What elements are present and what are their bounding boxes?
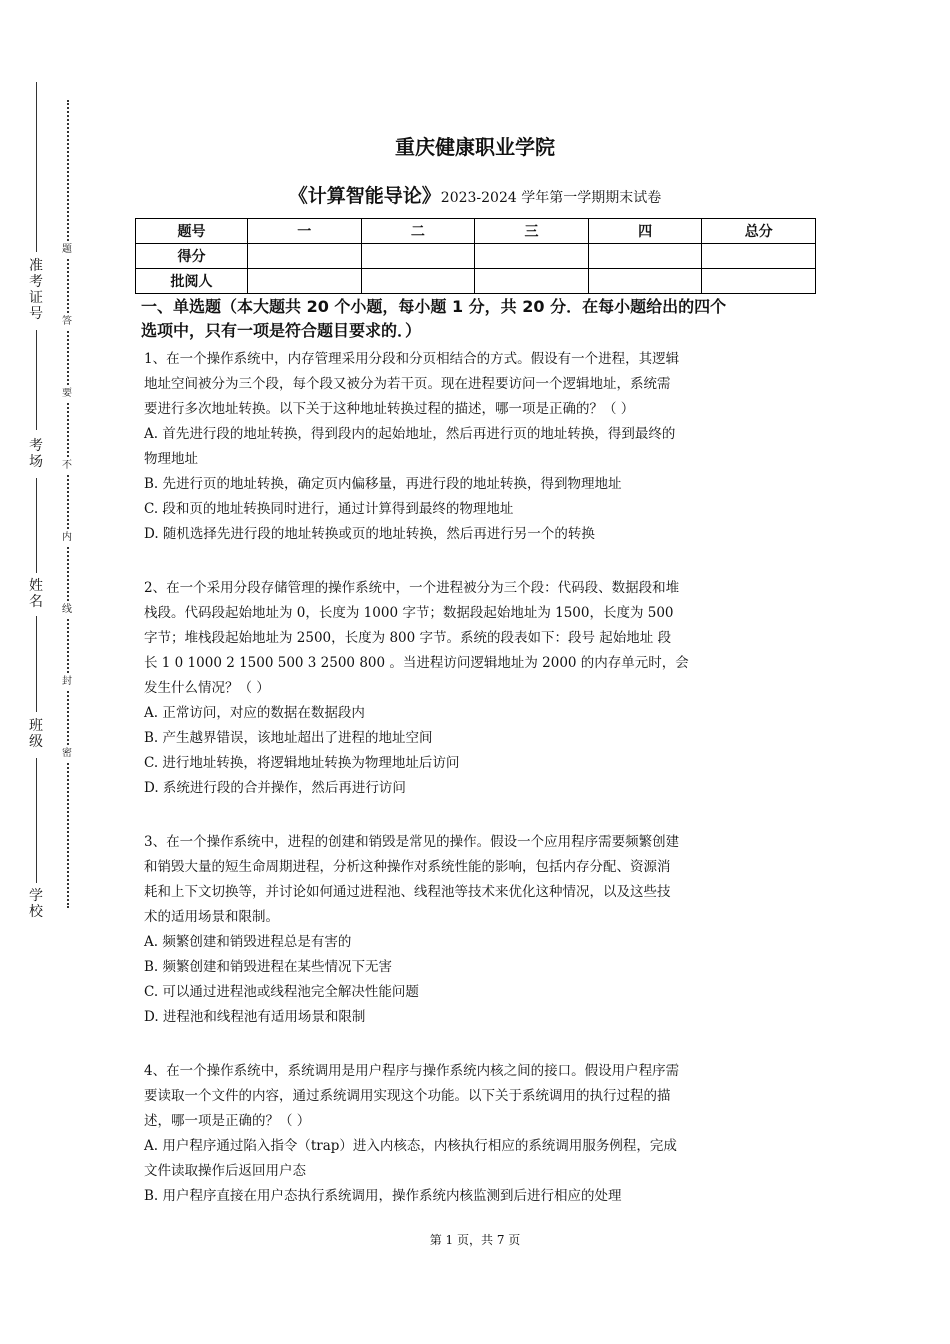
- seal-char: 内: [62, 532, 72, 543]
- option-a-cont[interactable]: 文件读取操作后返回用户态: [144, 1163, 306, 1179]
- question-stem-line: 发生什么情况？（ ）: [144, 680, 270, 696]
- score-header-cell: 一: [248, 219, 362, 244]
- exam-content: [141, 295, 814, 1209]
- seal-char: 密: [62, 748, 72, 759]
- question-3: [144, 830, 814, 1030]
- question-stem-line: 2、在一个采用分段存储管理的操作系统中，一个进程被分为三个段：代码段、数据段和堆: [144, 580, 680, 596]
- grader-cell[interactable]: [588, 269, 702, 294]
- question-stem-line: 长 1 0 1000 2 1500 500 3 2500 800 。当进程访问逻辑地址为 2000 的内存单元时，会: [144, 655, 689, 671]
- question-stem-line: 耗和上下文切换等，并讨论如何通过进程池、线程池等技术来优化这种情况，以及这些技: [144, 884, 671, 900]
- course-title: 《计算智能导论》: [288, 185, 441, 207]
- page-number: 第 1 页，共 7 页: [429, 1233, 521, 1247]
- score-header-cell: 四: [588, 219, 702, 244]
- seal-char: 要: [62, 388, 72, 399]
- field-label-school: 学 校: [29, 888, 43, 920]
- score-header-cell: 题号: [136, 219, 248, 244]
- school-name: 重庆健康职业学院: [395, 135, 555, 159]
- field-label-class: 班 级: [29, 718, 43, 750]
- score-row: [136, 244, 816, 269]
- option-a[interactable]: A. 正常访问，对应的数据在数据段内: [144, 705, 365, 721]
- question-stem-line: 要读取一个文件的内容，通过系统调用实现这个功能。以下关于系统调用的执行过程的描: [144, 1088, 671, 1104]
- seal-char: 线: [62, 604, 72, 615]
- exam-title: [0, 181, 950, 208]
- question-2: [144, 576, 814, 801]
- question-stem-line: 4、在一个操作系统中，系统调用是用户程序与操作系统内核之间的接口。假设用户程序需: [144, 1063, 680, 1079]
- score-header-cell: 总分: [702, 219, 816, 244]
- option-a-cont[interactable]: 物理地址: [144, 451, 198, 467]
- option-d[interactable]: D. 系统进行段的合并操作，然后再进行访问: [144, 780, 406, 796]
- option-d[interactable]: D. 随机选择先进行段的地址转换或页的地址转换，然后再进行另一个的转换: [144, 526, 595, 542]
- option-d[interactable]: D. 进程池和线程池有适用场景和限制: [144, 1009, 366, 1025]
- question-stem-line: 地址空间被分为三个段，每个段又被分为若干页。现在进程要访问一个逻辑地址，系统需: [144, 376, 671, 392]
- score-table-header-row: [136, 219, 816, 244]
- seal-line: [67, 100, 69, 908]
- grader-row: [136, 269, 816, 294]
- question-4: [144, 1059, 814, 1209]
- field-label-name: 姓 名: [29, 578, 43, 610]
- option-a[interactable]: A. 频繁创建和销毁进程总是有害的: [144, 934, 352, 950]
- seal-char: 不: [62, 460, 72, 471]
- seal-char: 题: [62, 244, 72, 255]
- question-1: [144, 347, 814, 547]
- term-title: 2023-2024 学年第一学期期末试卷: [440, 190, 662, 206]
- question-stem-line: 1、在一个操作系统中，内存管理采用分段和分页相结合的方式。假设有一个进程，其逻辑: [144, 351, 680, 367]
- score-cell[interactable]: [361, 244, 475, 269]
- grader-cell[interactable]: [702, 269, 816, 294]
- option-b[interactable]: B. 先进行页的地址转换，确定页内偏移量，再进行段的地址转换，得到物理地址: [144, 476, 622, 492]
- field-label-exam-room: 考 场: [29, 438, 43, 470]
- margin-line: [36, 82, 37, 252]
- score-cell[interactable]: [475, 244, 589, 269]
- option-c[interactable]: C. 段和页的地址转换同时进行，通过计算得到最终的物理地址: [144, 501, 514, 517]
- margin-line: [36, 478, 37, 573]
- question-stem-line: 字节；堆栈段起始地址为 2500，长度为 800 字节。系统的段表如下：段号 起始地址 段: [144, 630, 672, 646]
- margin-line: [36, 616, 37, 712]
- question-stem-line: 术的适用场景和限制。: [144, 909, 279, 925]
- section-heading-line: 选项中，只有一项是符合题目要求的．）: [141, 321, 422, 340]
- question-stem-line: 3、在一个操作系统中，进程的创建和销毁是常见的操作。假设一个应用程序需要频繁创建: [144, 834, 680, 850]
- score-cell[interactable]: [702, 244, 816, 269]
- score-table: [135, 218, 816, 294]
- option-a[interactable]: A. 首先进行段的地址转换，得到段内的起始地址，然后再进行页的地址转换，得到最终的: [144, 426, 676, 442]
- grader-row-label: 批阅人: [136, 269, 248, 294]
- question-stem-line: 和销毁大量的短生命周期进程，分析这种操作对系统性能的影响，包括内存分配、资源消: [144, 859, 671, 875]
- option-b[interactable]: B. 频繁创建和销毁进程在某些情况下无害: [144, 959, 393, 975]
- question-stem-line: 要进行多次地址转换。以下关于这种地址转换过程的描述，哪一项是正确的？（ ）: [144, 401, 635, 417]
- score-header-cell: 三: [475, 219, 589, 244]
- score-cell[interactable]: [588, 244, 702, 269]
- field-label-exam-number: 准 考 证 号: [29, 258, 43, 322]
- section-heading: [141, 295, 814, 343]
- option-c[interactable]: C. 进行地址转换，将逻辑地址转换为物理地址后访问: [144, 755, 460, 771]
- question-stem-line: 栈段。代码段起始地址为 0，长度为 1000 字节；数据段起始地址为 1500，长度为 500: [144, 605, 674, 621]
- option-a[interactable]: A. 用户程序通过陷入指令（trap）进入内核态，内核执行相应的系统调用服务例程，完成: [144, 1138, 677, 1154]
- option-b[interactable]: B. 产生越界错误，该地址超出了进程的地址空间: [144, 730, 433, 746]
- margin-line: [36, 758, 37, 883]
- score-cell[interactable]: [248, 244, 362, 269]
- grader-cell[interactable]: [475, 269, 589, 294]
- section-heading-line: 一、单选题（本大题共 20 个小题，每小题 1 分，共 20 分．在每小题给出的四个: [141, 297, 727, 316]
- score-header-cell: 二: [361, 219, 475, 244]
- grader-cell[interactable]: [248, 269, 362, 294]
- grader-cell[interactable]: [361, 269, 475, 294]
- option-b[interactable]: B. 用户程序直接在用户态执行系统调用，操作系统内核监测到后进行相应的处理: [144, 1188, 622, 1204]
- seal-char: 封: [62, 676, 72, 687]
- margin-line: [36, 330, 37, 430]
- question-stem-line: 述，哪一项是正确的？（ ）: [144, 1113, 311, 1129]
- score-row-label: 得分: [136, 244, 248, 269]
- option-c[interactable]: C. 可以通过进程池或线程池完全解决性能问题: [144, 984, 419, 1000]
- seal-char: 答: [62, 316, 72, 327]
